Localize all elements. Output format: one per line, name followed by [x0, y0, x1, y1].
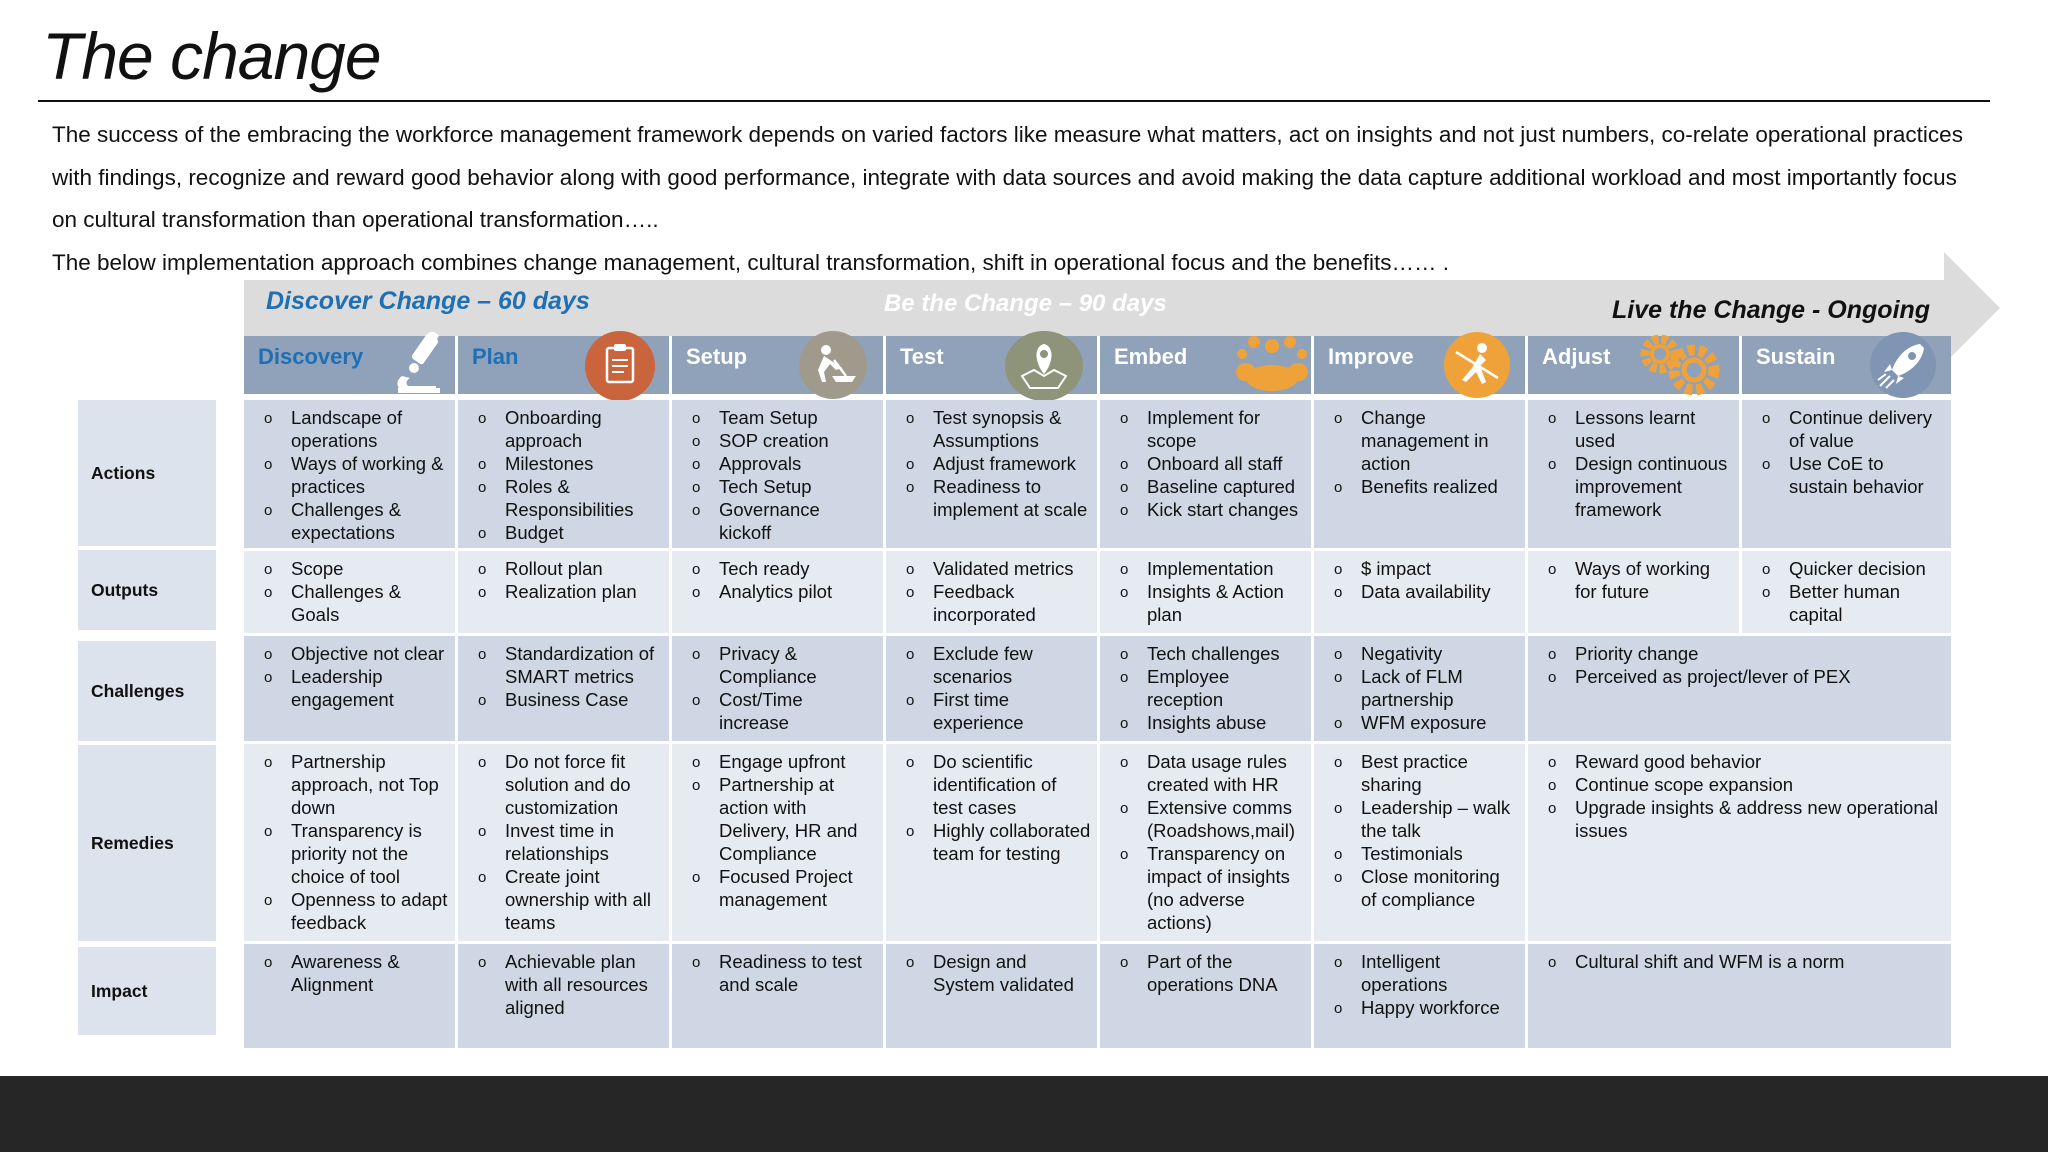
- remedies-cell-embed: [1100, 744, 1311, 941]
- stage-label: Setup: [686, 344, 748, 369]
- actions-cell-sustain: [1742, 400, 1951, 548]
- phase-arrow-head: [1944, 252, 2000, 364]
- list-item: o Baseline captured: [1120, 475, 1305, 498]
- challenges-cell-improve: [1314, 636, 1525, 741]
- list-item: o Realization plan: [478, 580, 663, 603]
- list-item: o Cost/Time increase: [692, 688, 877, 734]
- list-item: o Feedback incorporated: [906, 580, 1091, 626]
- list-item: o Design and System validated: [906, 950, 1091, 996]
- row-label-remedies: Remedies: [78, 745, 216, 941]
- list-item: o Intelligent operations: [1334, 950, 1519, 996]
- list-item: o Ways of working & practices: [264, 452, 449, 498]
- remedies-cell-adjust-sustain: [1528, 744, 1951, 941]
- remedies-cell-plan: [458, 744, 669, 941]
- list-item: o Continue delivery of value: [1762, 406, 1945, 452]
- remedies-cell-improve: [1314, 744, 1525, 941]
- outputs-cell-sustain: [1742, 551, 1951, 633]
- list-item: o Transparency on impact of insights (no adverse actions): [1120, 842, 1305, 934]
- list-item: o Benefits realized: [1334, 475, 1519, 498]
- challenges-cell-discovery: [244, 636, 455, 741]
- list-item: o Insights & Action plan: [1120, 580, 1305, 626]
- list-item: o Use CoE to sustain behavior: [1762, 452, 1945, 498]
- list-item: o First time experience: [906, 688, 1091, 734]
- list-item: o SOP creation: [692, 429, 877, 452]
- impact-cell-plan: [458, 944, 669, 1048]
- microscope-icon: [384, 332, 450, 394]
- stage-label: Sustain: [1756, 344, 1836, 369]
- list-item: o Team Setup: [692, 406, 877, 429]
- list-item: o Standardization of SMART metrics: [478, 642, 663, 688]
- list-item: o Negativity: [1334, 642, 1519, 665]
- challenges-cell-test: [886, 636, 1097, 741]
- list-item: o Implement for scope: [1120, 406, 1305, 452]
- challenges-cell-plan: [458, 636, 669, 741]
- intro-text: [52, 114, 1982, 284]
- list-item: o Engage upfront: [692, 750, 877, 773]
- list-item: o Perceived as project/lever of PEX: [1548, 665, 1945, 688]
- impact-cell-improve: [1314, 944, 1525, 1048]
- list-item: o Change management in action: [1334, 406, 1519, 475]
- list-item: o Design continuous improvement framework: [1548, 452, 1733, 521]
- list-item: o Analytics pilot: [692, 580, 877, 603]
- row-label-actions: Actions: [78, 400, 216, 546]
- map-pin-icon: [1004, 330, 1084, 402]
- challenges-cell-setup: [672, 636, 883, 741]
- impact-cell-embed: [1100, 944, 1311, 1048]
- stage-header-plan: [458, 336, 669, 394]
- phase-be-label: Be the Change – 90 days: [884, 290, 1167, 317]
- remedies-cell-setup: [672, 744, 883, 941]
- outputs-cell-plan: [458, 551, 669, 633]
- rocket-icon: [1866, 330, 1940, 400]
- list-item: o Readiness to test and scale: [692, 950, 877, 996]
- impact-cell-discovery: [244, 944, 455, 1048]
- footer-bar: [0, 1076, 2048, 1152]
- actions-cell-plan: [458, 400, 669, 548]
- stage-label: Adjust: [1542, 344, 1611, 369]
- gears-icon: [1630, 332, 1730, 398]
- impact-cell-setup: [672, 944, 883, 1048]
- list-item: o Reward good behavior: [1548, 750, 1945, 773]
- list-item: o Ways of working for future: [1548, 557, 1733, 603]
- list-item: o Validated metrics: [906, 557, 1091, 580]
- list-item: o $ impact: [1334, 557, 1519, 580]
- challenges-cell-embed: [1100, 636, 1311, 741]
- impact-cell-adjust-sustain: [1528, 944, 1951, 1048]
- list-item: o Cultural shift and WFM is a norm: [1548, 950, 1945, 973]
- outputs-cell-test: [886, 551, 1097, 633]
- list-item: o Exclude few scenarios: [906, 642, 1091, 688]
- stage-label: Test: [900, 344, 944, 369]
- team-people-icon: [1234, 332, 1310, 392]
- clipboard-icon: [582, 330, 658, 402]
- list-item: o Implementation: [1120, 557, 1305, 580]
- list-item: o Partnership at action with Delivery, HR and Compliance: [692, 773, 877, 865]
- list-item: o Close monitoring of compliance: [1334, 865, 1519, 911]
- list-item: o Extensive comms (Roadshows,mail): [1120, 796, 1305, 842]
- stage-header-discovery: [244, 336, 455, 394]
- list-item: o Readiness to implement at scale: [906, 475, 1091, 521]
- intro-paragraph-2: The below implementation approach combines change management, cultural transformation, shift in operational focus and the benefits…… .: [52, 249, 1450, 275]
- row-label-challenges: Challenges: [78, 641, 216, 741]
- list-item: o Data usage rules created with HR: [1120, 750, 1305, 796]
- stage-label: Plan: [472, 344, 519, 369]
- list-item: o Adjust framework: [906, 452, 1091, 475]
- list-item: o Onboard all staff: [1120, 452, 1305, 475]
- list-item: o Objective not clear: [264, 642, 449, 665]
- actions-cell-improve: [1314, 400, 1525, 548]
- stage-header-sustain: [1742, 336, 1951, 394]
- stage-header-embed: [1100, 336, 1311, 394]
- list-item: o Priority change: [1548, 642, 1945, 665]
- list-item: o Kick start changes: [1120, 498, 1305, 521]
- construction-worker-icon: [796, 330, 870, 400]
- remedies-cell-discovery: [244, 744, 455, 941]
- list-item: o Part of the operations DNA: [1120, 950, 1305, 996]
- list-item: o Create joint ownership with all teams: [478, 865, 663, 934]
- list-item: o Do not force fit solution and do customization: [478, 750, 663, 819]
- stage-label: Improve: [1328, 344, 1414, 369]
- list-item: o Focused Project management: [692, 865, 877, 911]
- list-item: o Business Case: [478, 688, 663, 711]
- list-item: o Invest time in relationships: [478, 819, 663, 865]
- list-item: o Openness to adapt feedback: [264, 888, 449, 934]
- list-item: o Landscape of operations: [264, 406, 449, 452]
- list-item: o Milestones: [478, 452, 663, 475]
- stage-header-setup: [672, 336, 883, 394]
- list-item: o Challenges & expectations: [264, 498, 449, 544]
- list-item: o Budget: [478, 521, 663, 544]
- list-item: o Best practice sharing: [1334, 750, 1519, 796]
- stage-label: Embed: [1114, 344, 1188, 369]
- list-item: o WFM exposure: [1334, 711, 1519, 734]
- stage-header-test: [886, 336, 1097, 394]
- phase-live-label: Live the Change - Ongoing: [1612, 296, 1931, 324]
- list-item: o Challenges & Goals: [264, 580, 449, 626]
- list-item: o Employee reception: [1120, 665, 1305, 711]
- list-item: o Lack of FLM partnership: [1334, 665, 1519, 711]
- list-item: o Tech challenges: [1120, 642, 1305, 665]
- row-label-outputs: Outputs: [78, 550, 216, 630]
- list-item: o Happy workforce: [1334, 996, 1519, 1019]
- actions-cell-adjust: [1528, 400, 1739, 548]
- challenges-cell-adjust-sustain: [1528, 636, 1951, 741]
- list-item: o Tech ready: [692, 557, 877, 580]
- stage-label: Discovery: [258, 344, 364, 369]
- actions-cell-embed: [1100, 400, 1311, 548]
- list-item: o Approvals: [692, 452, 877, 475]
- list-item: o Lessons learnt used: [1548, 406, 1733, 452]
- outputs-cell-setup: [672, 551, 883, 633]
- impact-cell-test: [886, 944, 1097, 1048]
- list-item: o Awareness & Alignment: [264, 950, 449, 996]
- javelin-thrower-icon: [1442, 330, 1512, 400]
- page-title: The change: [42, 19, 381, 93]
- list-item: o Upgrade insights & address new operational issues: [1548, 796, 1945, 842]
- list-item: o Leadership engagement: [264, 665, 449, 711]
- outputs-cell-discovery: [244, 551, 455, 633]
- list-item: o Test synopsis & Assumptions: [906, 406, 1091, 452]
- list-item: o Onboarding approach: [478, 406, 663, 452]
- actions-cell-discovery: [244, 400, 455, 548]
- list-item: o Better human capital: [1762, 580, 1945, 626]
- remedies-cell-test: [886, 744, 1097, 941]
- list-item: o Achievable plan with all resources aligned: [478, 950, 663, 1019]
- list-item: o Governance kickoff: [692, 498, 877, 544]
- list-item: o Data availability: [1334, 580, 1519, 603]
- stage-header-improve: [1314, 336, 1525, 394]
- title-divider: [38, 100, 1990, 102]
- list-item: o Insights abuse: [1120, 711, 1305, 734]
- list-item: o Do scientific identification of test cases: [906, 750, 1091, 819]
- actions-cell-test: [886, 400, 1097, 548]
- outputs-cell-improve: [1314, 551, 1525, 633]
- list-item: o Transparency is priority not the choice of tool: [264, 819, 449, 888]
- list-item: o Privacy & Compliance: [692, 642, 877, 688]
- phase-discover-label: Discover Change – 60 days: [266, 287, 590, 315]
- list-item: o Roles & Responsibilities: [478, 475, 663, 521]
- list-item: o Quicker decision: [1762, 557, 1945, 580]
- row-label-impact: Impact: [78, 947, 216, 1035]
- list-item: o Testimonials: [1334, 842, 1519, 865]
- list-item: o Leadership – walk the talk: [1334, 796, 1519, 842]
- stage-header-adjust: [1528, 336, 1739, 394]
- outputs-cell-embed: [1100, 551, 1311, 633]
- list-item: o Continue scope expansion: [1548, 773, 1945, 796]
- list-item: o Highly collaborated team for testing: [906, 819, 1091, 865]
- actions-cell-setup: [672, 400, 883, 548]
- list-item: o Tech Setup: [692, 475, 877, 498]
- list-item: o Scope: [264, 557, 449, 580]
- outputs-cell-adjust: [1528, 551, 1739, 633]
- list-item: o Partnership approach, not Top down: [264, 750, 449, 819]
- list-item: o Rollout plan: [478, 557, 663, 580]
- intro-paragraph-1: The success of the embracing the workforce management framework depends on varied factors like measure what matters, act on insights and not just numbers, co-relate operational practices with findings, recognize and reward good behavior along with good performance, integrate with data sources and avoid making the data capture additional workload and most importantly focus on cultural transformation than operational transformation…..: [52, 122, 1963, 232]
